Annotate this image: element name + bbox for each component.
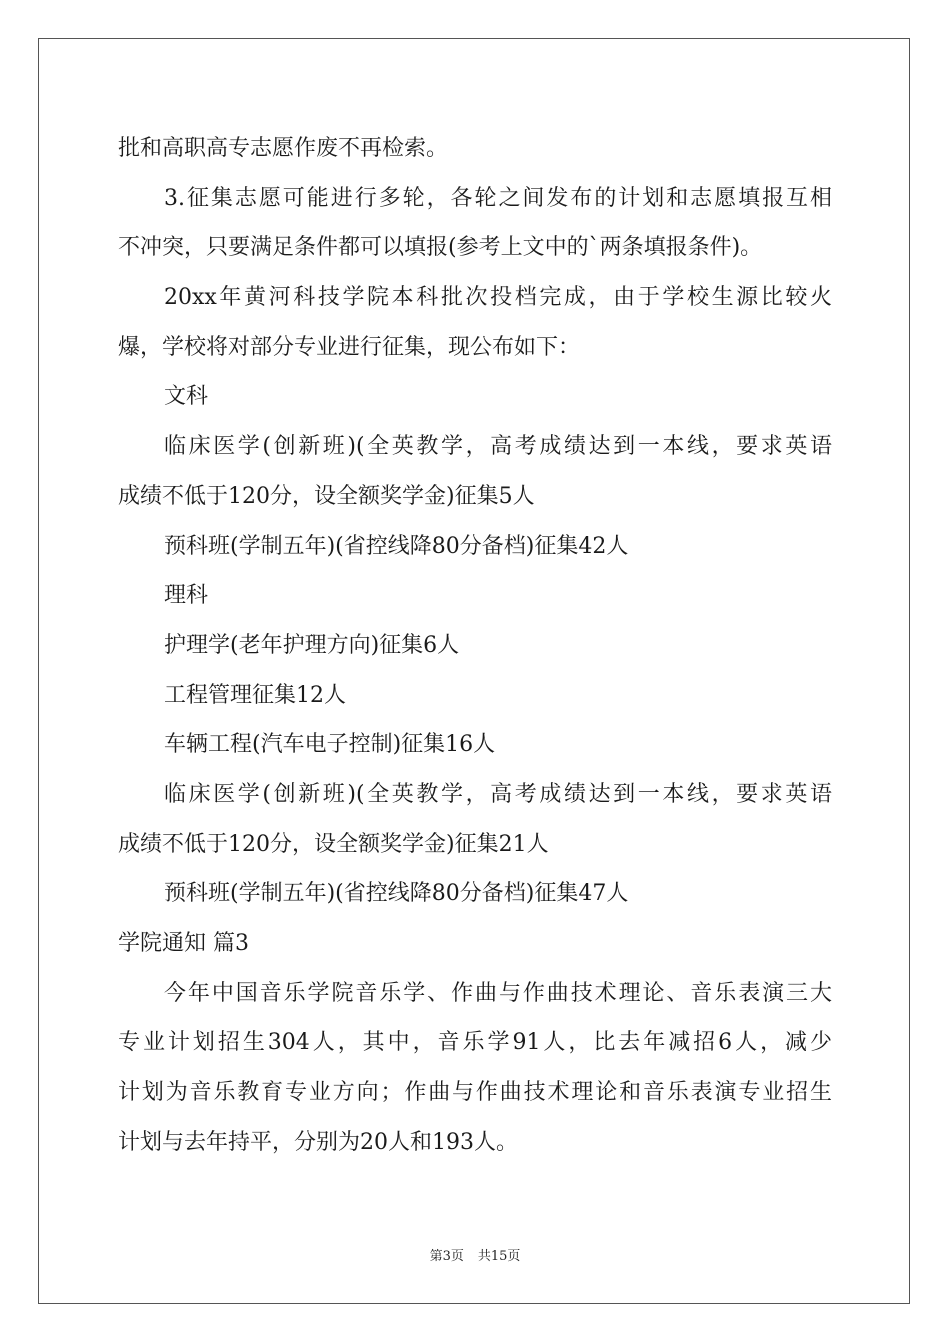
text-line: 今年中国音乐学院音乐学、作曲与作曲技术理论、音乐表演三大 [164, 980, 832, 1006]
page-number-current: 第3页 [429, 1249, 464, 1264]
text-line: 理科 [164, 583, 209, 609]
text-line: 工程管理征集12人 [164, 682, 346, 708]
text-line: 学院通知 篇3 [118, 931, 249, 956]
text-line: 车辆工程(汽车电子控制)征集16人 [164, 732, 496, 758]
document-body [118, 124, 838, 1167]
text-line: 专业计划招生304人，其中，音乐学91人，比去年减招6人，减少 [118, 1030, 832, 1056]
text-line: 不冲突，只要满足条件都可以填报(参考上文中的`两条填报条件)。 [118, 235, 763, 261]
text-line: 批和高职高专志愿作废不再检索。 [118, 136, 449, 161]
text-line: 计划为音乐教育专业方向；作曲与作曲技术理论和音乐表演专业招生 [118, 1080, 832, 1106]
text-line: 预科班(学制五年)(省控线降80分备档)征集42人 [164, 533, 629, 559]
text-line: 护理学(老年护理方向)征集6人 [164, 632, 460, 658]
text-line: 文科 [164, 384, 209, 410]
text-line: 20xx年黄河科技学院本科批次投档完成，由于学校生源比较火 [164, 285, 832, 311]
text-line: 临床医学(创新班)(全英教学，高考成绩达到一本线，要求英语 [164, 781, 832, 807]
text-line: 成绩不低于120分，设全额奖学金)征集5人 [118, 483, 535, 509]
page-footer [0, 1245, 950, 1264]
text-line: 成绩不低于120分，设全额奖学金)征集21人 [118, 831, 549, 857]
text-line: 爆，学校将对部分专业进行征集，现公布如下： [118, 334, 581, 360]
text-line: 预科班(学制五年)(省控线降80分备档)征集47人 [164, 881, 629, 907]
page-number-total: 共15页 [477, 1249, 521, 1264]
text-line: 计划与去年持平，分别为20人和193人。 [118, 1129, 518, 1155]
text-line: 临床医学(创新班)(全英教学，高考成绩达到一本线，要求英语 [164, 434, 832, 460]
text-line: 3.征集志愿可能进行多轮，各轮之间发布的计划和志愿填报互相 [164, 185, 832, 211]
